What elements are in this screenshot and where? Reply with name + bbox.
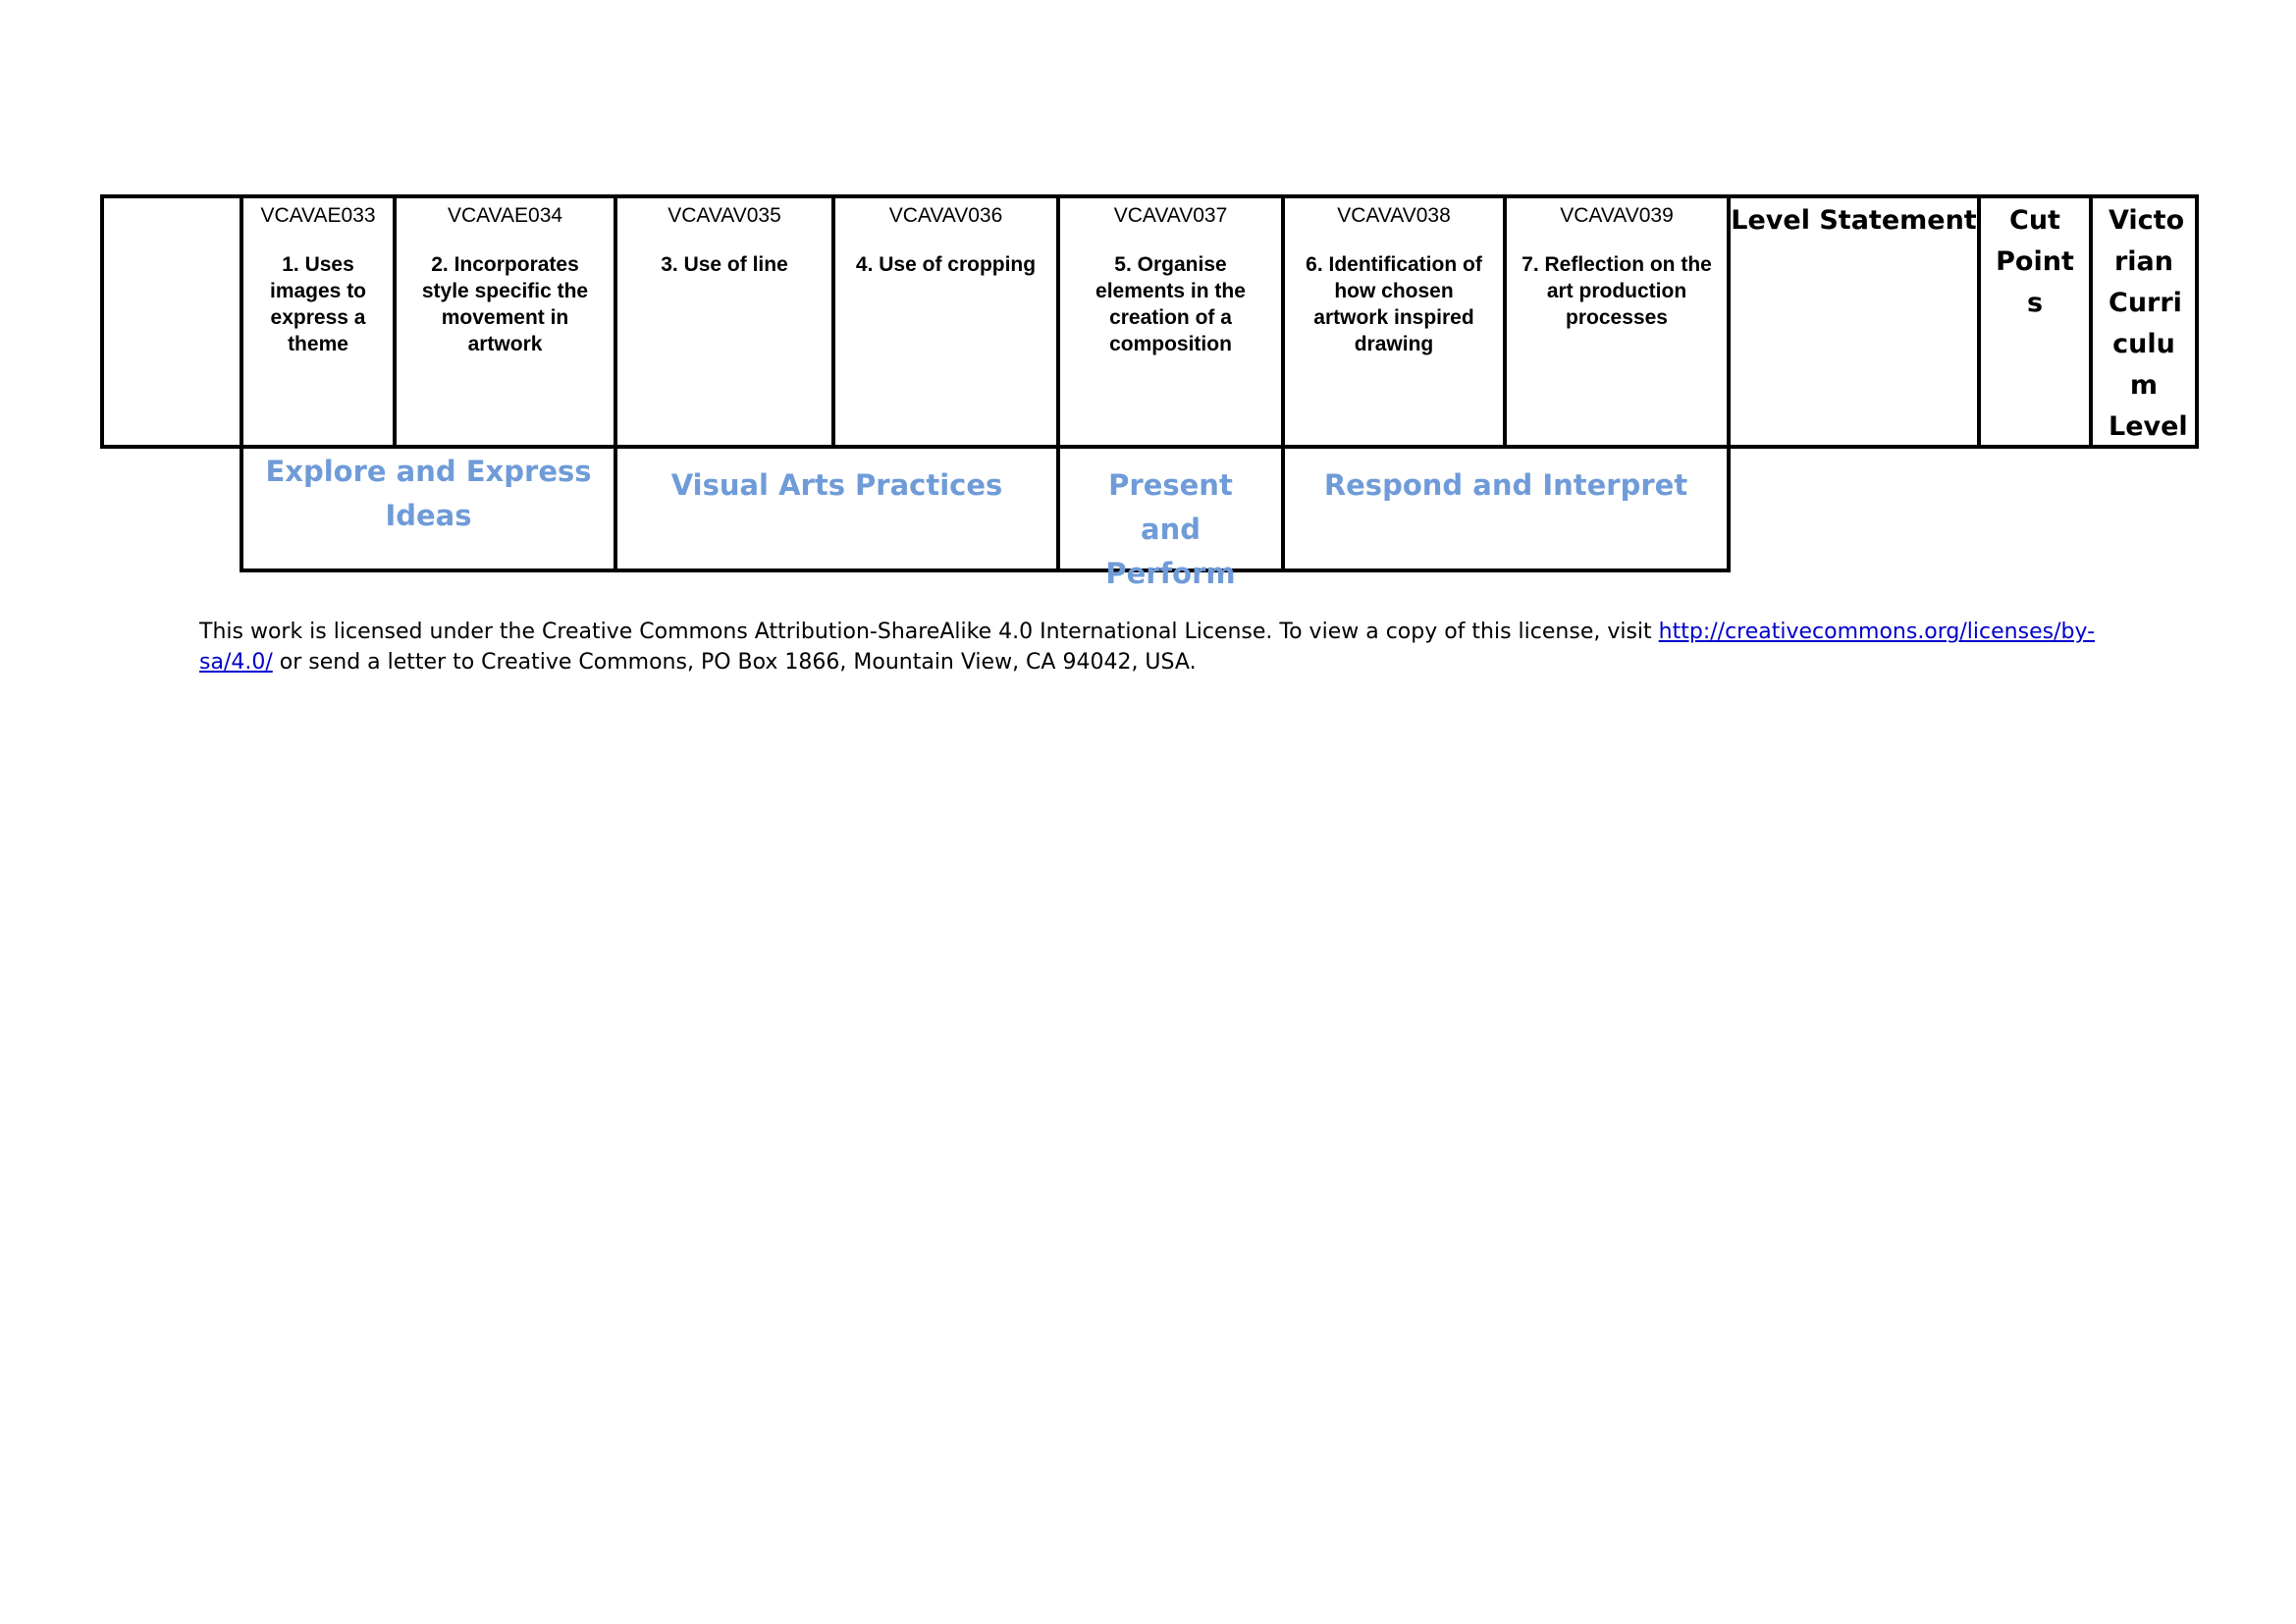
criterion-cell-4 [835,200,1056,446]
criterion-description: 3. Use of line [661,253,788,276]
strand-divider [1727,445,1731,572]
strand-visual-arts-practices: Visual Arts Practices [670,468,1003,502]
criterion-description: 7. Reflection on the art production processes [1522,253,1712,329]
cut-points-header: Cut Point s [1996,205,2074,318]
criterion-code: VCAVAE034 [447,204,563,227]
license-text-after: or send a letter to Creative Commons, PO Box 1866, Mountain View, CA 94042, USA. [272,650,1197,675]
strand-explore-and-express-ideas: Explore and Express Ideas [265,455,592,532]
license-text: This work is licensed under the Creative Commons Attribution-ShareAlike 4.0 International License. To view a copy of this license, visit [199,620,1659,644]
strand-present-and-perform: Present and Perform [1105,468,1236,590]
criterion-description: 4. Use of cropping [855,253,1037,276]
criterion-code: VCAVAV036 [888,204,1003,227]
criterion-description: 1. Uses images to express a theme [269,253,367,355]
criterion-cell-3 [617,200,831,446]
level-statement-header: Level Statement [1731,205,1977,236]
victorian-curriculum-level-header: Victo rian Curri culu m Level [2109,205,2188,442]
criterion-cell-7 [1507,200,1727,446]
criterion-code: VCAVAE033 [260,204,376,227]
strand-row-bottom [240,568,1731,572]
criterion-description: 2. Incorporates style specific the movement in artwork [421,253,589,355]
criterion-code: VCAVAV039 [1560,204,1674,227]
criterion-code: VCAVAV035 [667,204,781,227]
license-notice [199,617,2113,677]
license-link[interactable]: http://creativecommons.org/licenses/by-sa/4.0/ [199,620,2096,675]
strand-respond-and-interpret: Respond and Interpret [1323,468,1688,502]
criterion-description: 6. Identification of how chosen artwork inspired drawing [1306,253,1482,355]
criterion-cell-1 [243,200,393,446]
criterion-cell-2 [397,200,614,446]
criterion-cell-5 [1060,200,1281,446]
criterion-code: VCAVAV038 [1337,204,1451,227]
criterion-cell-6 [1285,200,1503,446]
criterion-description: 5. Organise elements in the creation of a composition [1095,253,1246,355]
criterion-code: VCAVAV037 [1113,204,1228,227]
